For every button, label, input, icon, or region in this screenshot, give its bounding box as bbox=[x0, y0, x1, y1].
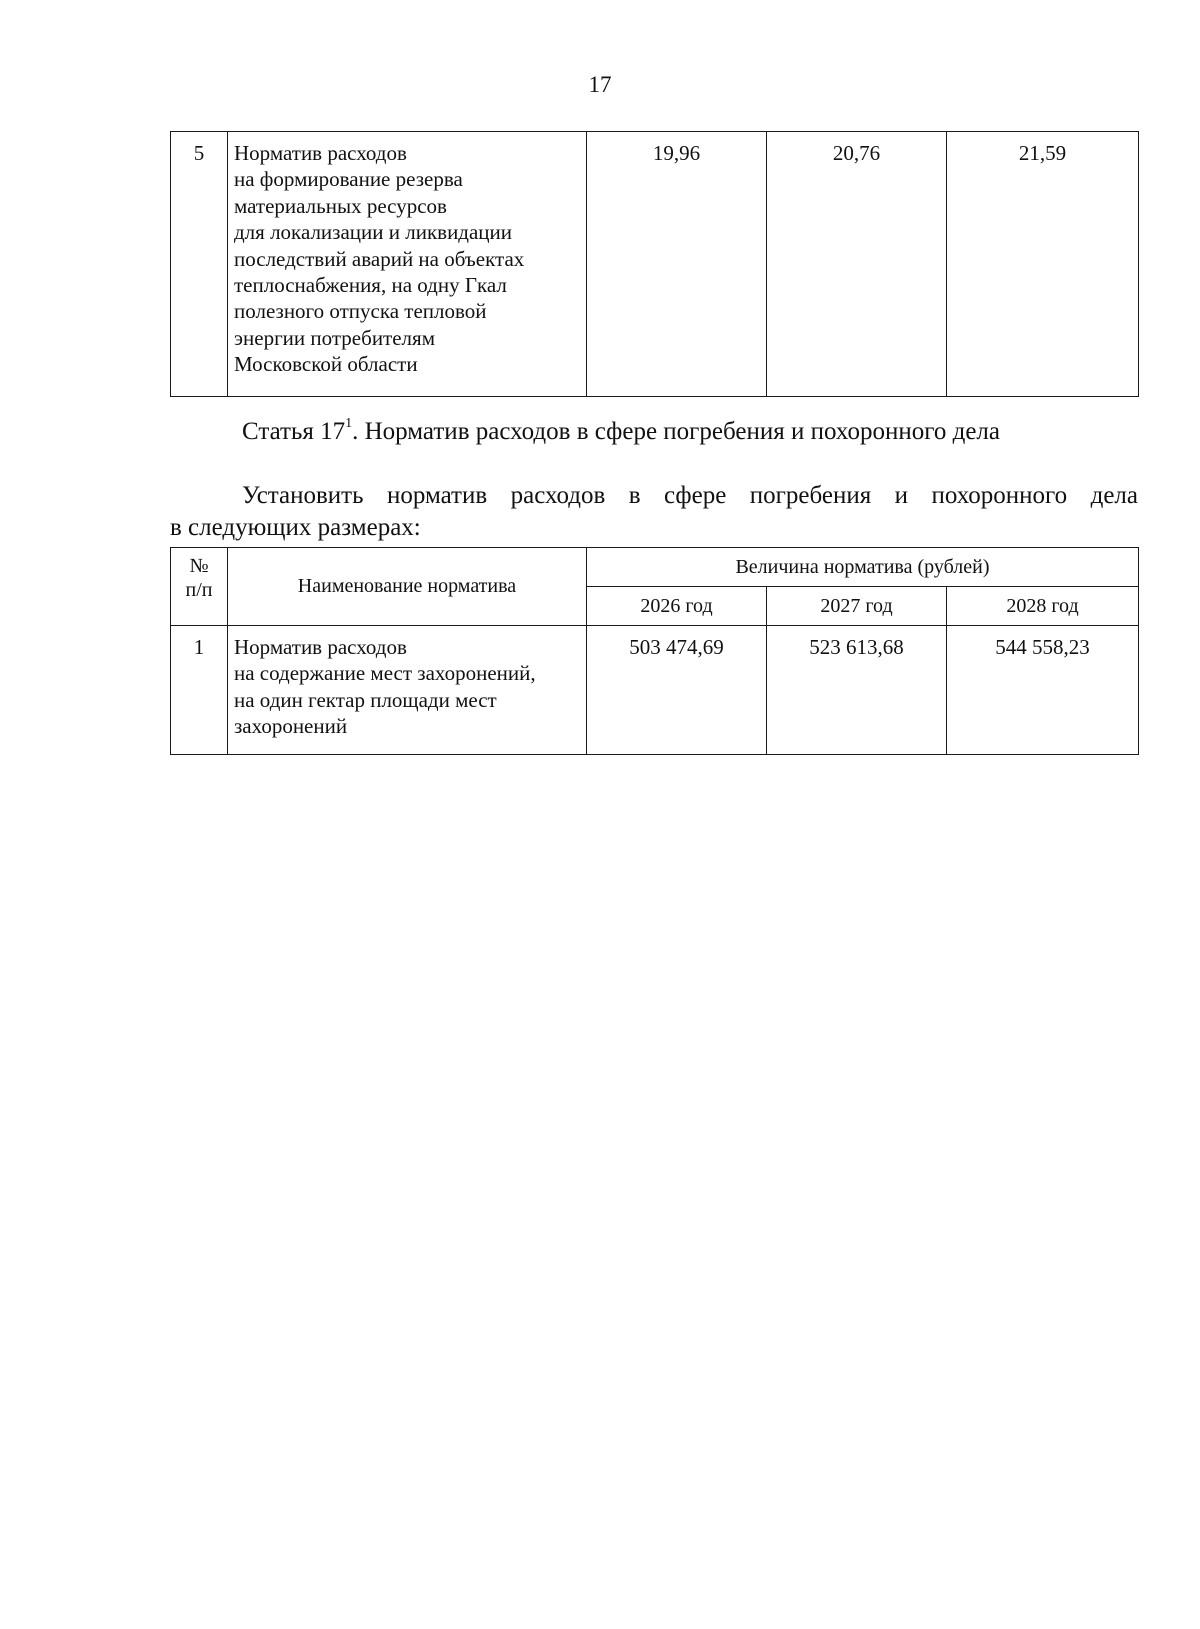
article-heading bbox=[242, 415, 1000, 446]
column-header-name: Наименование норматива bbox=[228, 548, 587, 626]
standard-name-line: Московской области bbox=[234, 352, 418, 377]
value-2027: 523 613,68 bbox=[767, 626, 947, 755]
article-heading-prefix: Статья 17 bbox=[242, 418, 346, 445]
standard-name-line: на содержание мест захоронений, bbox=[234, 661, 536, 686]
value-2026: 503 474,69 bbox=[587, 626, 767, 755]
column-header-2026: 2026 год bbox=[587, 587, 767, 626]
standard-name-line: последствий аварий на объектах bbox=[234, 246, 525, 271]
burial-standard-table bbox=[170, 547, 1139, 755]
standard-name-line: захоронений bbox=[234, 714, 348, 739]
standard-name-line: теплоснабжения, на одну Гкал bbox=[234, 273, 507, 298]
intro-paragraph-line: Установить норматив расходов в сфере погребения и похоронного дела bbox=[242, 482, 1138, 509]
value-2028: 544 558,23 bbox=[947, 626, 1139, 755]
article-heading-title: . Норматив расходов в сфере погребения и похоронного дела bbox=[352, 418, 1000, 445]
value-2028: 21,59 bbox=[947, 132, 1139, 397]
column-header-number-line: п/п bbox=[185, 579, 213, 601]
intro-paragraph-line: в следующих размерах: bbox=[170, 514, 421, 541]
row-number: 5 bbox=[171, 132, 228, 397]
standard-name-line: материальных ресурсов bbox=[234, 193, 447, 218]
standard-name-line: Норматив расходов bbox=[234, 635, 407, 659]
article-heading-superscript: 1 bbox=[345, 415, 353, 431]
column-header-2028: 2028 год bbox=[947, 587, 1139, 626]
standard-name-line: на формирование резерва bbox=[234, 167, 463, 192]
table-row bbox=[171, 132, 1139, 397]
standard-name-line: Норматив расходов bbox=[234, 141, 407, 165]
value-2027: 20,76 bbox=[767, 132, 947, 397]
standard-name-line: полезного отпуска тепловой bbox=[234, 299, 487, 324]
page-number: 17 bbox=[588, 72, 612, 97]
table-header-row bbox=[171, 548, 1139, 587]
row-number: 1 bbox=[171, 626, 228, 755]
standard-name bbox=[228, 626, 587, 755]
standard-name bbox=[228, 132, 587, 397]
standard-name-line: для локализации и ликвидации bbox=[234, 220, 513, 245]
standard-name-line: на один гектар площади мест bbox=[234, 687, 497, 712]
value-2026: 19,96 bbox=[587, 132, 767, 397]
standard-name-line: энергии потребителям bbox=[234, 325, 435, 350]
column-header-2027: 2027 год bbox=[767, 587, 947, 626]
heat-supply-standard-table bbox=[170, 131, 1139, 397]
column-header-number-line: № bbox=[189, 555, 209, 577]
column-header-value-group: Величина норматива (рублей) bbox=[587, 548, 1139, 587]
table-row bbox=[171, 626, 1139, 755]
column-header-number bbox=[171, 548, 228, 626]
